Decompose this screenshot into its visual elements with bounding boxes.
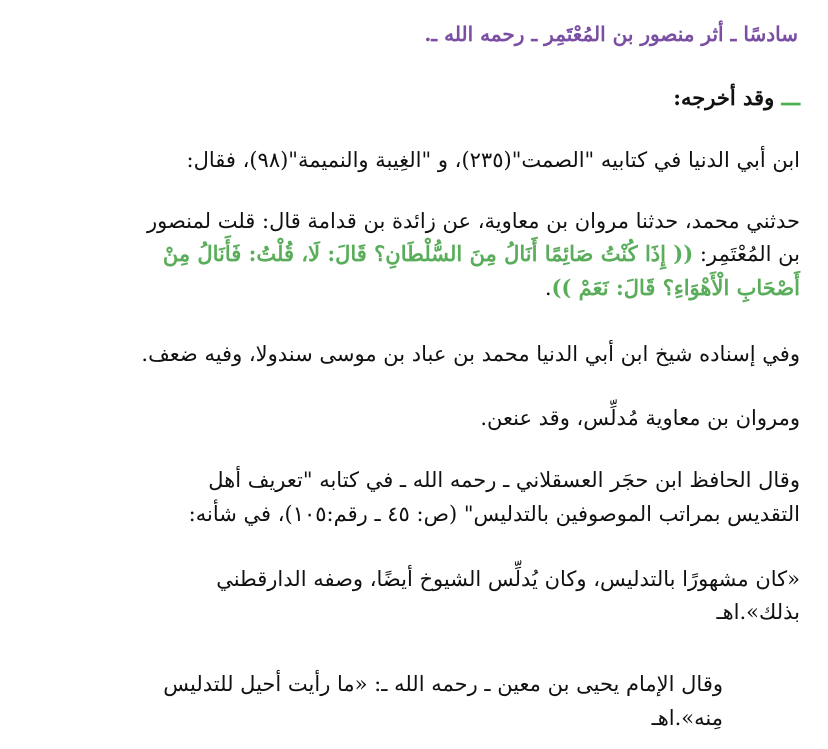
paragraph-ibn-maeen-line-1: وقال الإمام يحيى بن معين ـ رحمه الله ـ: «ما رأيت أحيل للتدليس	[163, 672, 723, 696]
paragraph-quote-line-1: «كان مشهورًا بالتدليس، وكان يُدلِّس الشيوخ أيضًا، وصفه الدارقطني	[216, 567, 800, 591]
chain-text: بن المُعْتَمِر:	[693, 242, 800, 266]
paragraph-marwan: ومروان بن معاوية مُدلِّس، وقد عنعن.	[480, 406, 800, 430]
paragraph-chain-line-2	[163, 240, 800, 268]
paragraph-source: ابن أبي الدنيا في كتابيه "الصمت"(٢٣٥)، و "الغِيبة والنميمة"(٩٨)، فقال:	[186, 148, 800, 172]
quote-text-part-1: (( إِذَا كُنْتُ صَائِمًا أَنَالُ مِنَ السُّلْطَانِ؟ قَالَ: لَا، قُلْتُ: فَأَنَالُ مِنْ	[162, 241, 694, 266]
quote-end-punct: .	[544, 276, 552, 300]
heading-dash: ـــ	[781, 85, 800, 110]
paragraph-ibn-maeen-line-2: مِنه».اهـ	[651, 706, 723, 730]
quote-text-part-2: أَصْحَابِ الْأَهْوَاءِ؟ قَالَ: نَعَمْ ))	[551, 275, 800, 300]
paragraph-ibn-hajar-line-1: وقال الحافظ ابن حجَر العسقلاني ـ رحمه الله ـ في كتابه "تعريف أهل	[208, 468, 800, 492]
section-heading	[673, 84, 800, 112]
paragraph-chain-line-3	[545, 274, 800, 302]
paragraph-ibn-hajar-line-2: التقديس بمراتب الموصوفين بالتدليس" (ص: ٤٥ ـ رقم:١٠٥)، في شأنه:	[188, 502, 800, 526]
paragraph-quote-line-2: بذلك».اهـ	[716, 600, 800, 624]
heading-text: وقد أخرجه:	[673, 85, 782, 110]
section-title: سادسًا ـ أثر منصور بن المُعْتَمِر ـ رحمه الله ـ.	[424, 22, 798, 46]
paragraph-chain-line-1: حدثني محمد، حدثنا مروان بن معاوية، عن زائدة بن قدامة قال: قلت لمنصور	[146, 209, 800, 233]
paragraph-isnad-weakness: وفي إسناده شيخ ابن أبي الدنيا محمد بن عباد بن موسى سندولا، وفيه ضعف.	[141, 342, 800, 366]
